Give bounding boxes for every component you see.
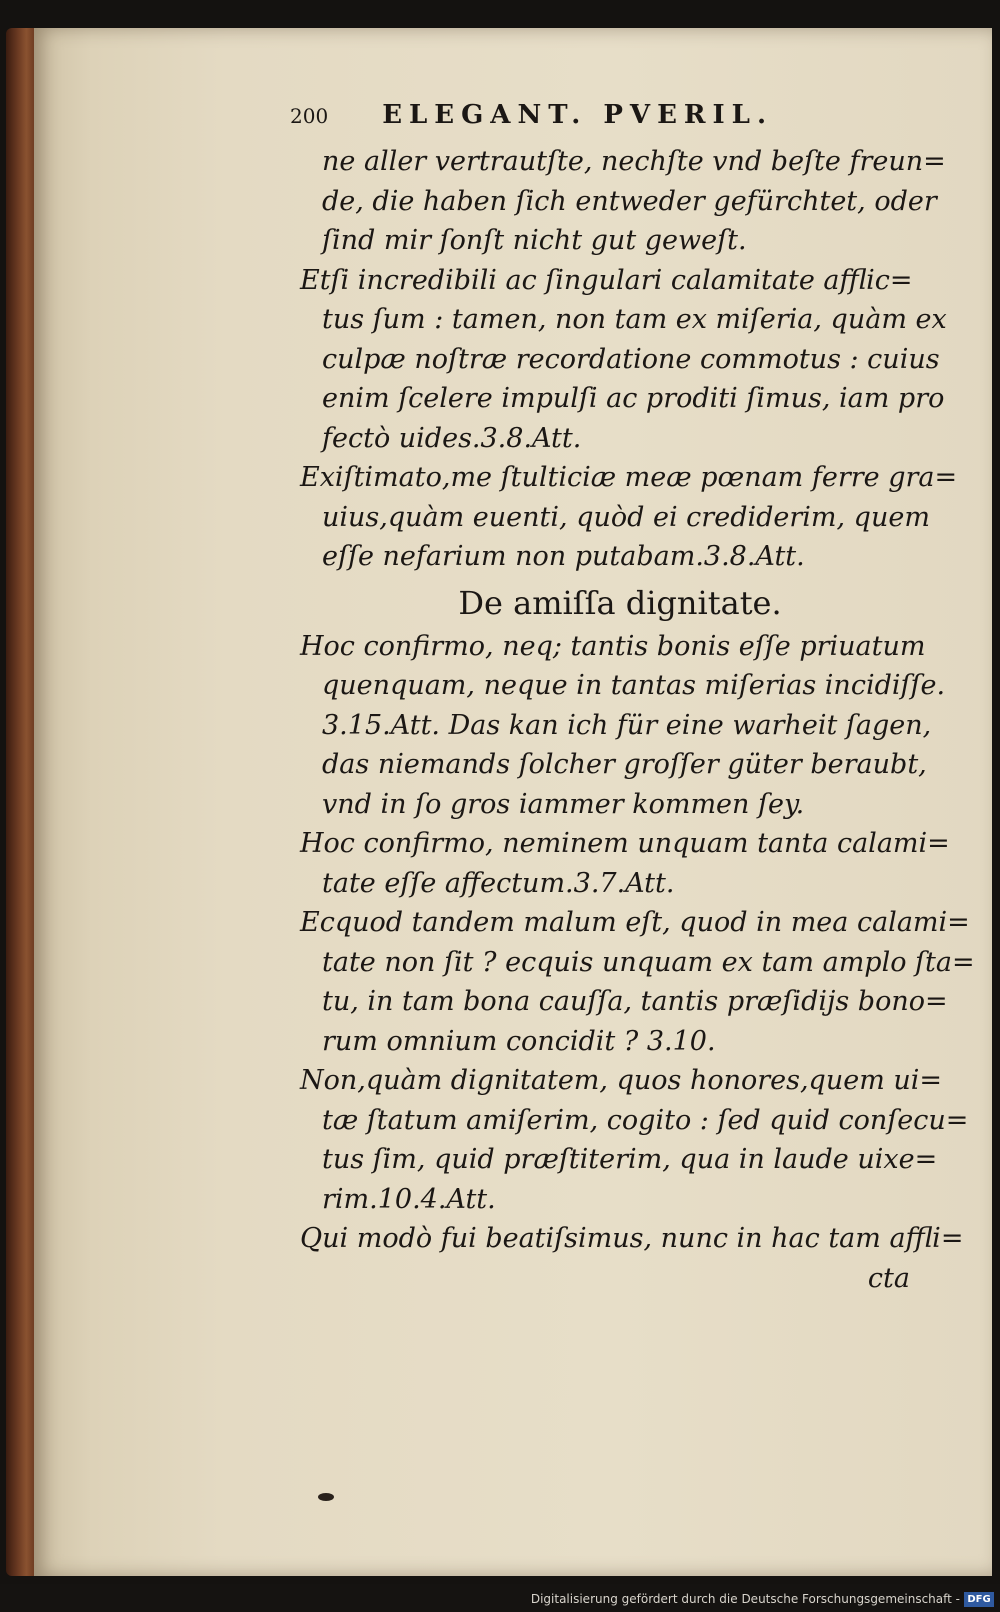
text-line: quenquam, neque in tantas miſerias incidiſſe. xyxy=(322,670,946,701)
text-line: enim ſcelere impulſi ac proditi ſimus, iam pro xyxy=(322,383,945,414)
text-line: tus ſim, quid præſtiterim, qua in laude uixe= xyxy=(322,1144,938,1175)
ornament-mark xyxy=(318,1493,334,1501)
text-line: uius,quàm euenti, quòd ei crediderim, quem xyxy=(322,501,930,533)
text-lines-top xyxy=(300,142,958,577)
footer-bar xyxy=(0,1584,1000,1612)
text-line: Non,quàm dignitatem, quos honores,quem ui= xyxy=(300,1065,943,1096)
text-line: das niemands ſolcher groſſer güter beraubt, xyxy=(322,749,927,780)
text-line: rum omnium concidit ? 3.10. xyxy=(322,1025,716,1057)
page-number: 200 xyxy=(290,104,329,128)
text-line: Etſi incredibili ac ſingulari calamitate afflic= xyxy=(300,264,913,296)
text-line: Ecquod tandem malum eſt, quod in mea calami= xyxy=(300,907,970,938)
text-line: rim.10.4.Att. xyxy=(322,1183,496,1215)
page-header xyxy=(290,100,850,130)
text-line: tus ſum : tamen, non tam ex miſeria, quàm ex xyxy=(322,304,947,335)
catchword: cta xyxy=(867,1262,910,1294)
text-line: ſind mir ſonſt nicht gut geweſt. xyxy=(322,225,747,256)
text-line: eſſe nefarium non putabam.3.8.Att. xyxy=(322,541,805,572)
text-line: tu, in tam bona cauſſa, tantis præſidijs bono= xyxy=(322,986,948,1017)
text-line: ne aller vertrautſte, nechſte vnd beſte freun= xyxy=(322,146,946,177)
running-title: ELEGANT. PVERIL. xyxy=(382,100,773,130)
text-line: 3.15.Att. Das kan ich für eine warheit ſagen, xyxy=(322,709,932,741)
text-line: fectò uides.3.8.Att. xyxy=(322,422,582,454)
section-heading: De amiſſa dignitate. xyxy=(458,583,782,622)
digitization-credit: Digitalisierung gefördert durch die Deutsche Forschungsgemeinschaft - xyxy=(530,1592,960,1606)
text-line: Exiſtimato,me ſtulticiæ meæ pœnam ferre gra= xyxy=(300,462,958,493)
dfg-logo: DFG xyxy=(964,1592,994,1607)
text-line: tate non ſit ? ecquis unquam ex tam amplo ſta= xyxy=(322,946,975,978)
text-line: tæ ſtatum amiſerim, cogito : ſed quid conſecu= xyxy=(322,1104,969,1136)
text-line: Hoc confirmo, neq; tantis bonis eſſe priuatum xyxy=(300,630,926,662)
text-line: vnd in ſo gros iammer kommen ſey. xyxy=(322,788,805,820)
text-line: de, die haben ſich entweder gefürchtet, oder xyxy=(322,185,937,217)
text-line: Qui modò fui beatiſsimus, nunc in hac tam affli= xyxy=(300,1223,964,1254)
text-line: culpæ noſtræ recordatione commotus : cuius xyxy=(322,343,940,375)
text-line: Hoc confirmo, neminem unquam tanta calami= xyxy=(300,828,950,859)
text-line: tate eſſe affectum.3.7.Att. xyxy=(322,867,675,899)
text-lines-bottom xyxy=(300,627,975,1259)
text-body xyxy=(300,142,975,1298)
